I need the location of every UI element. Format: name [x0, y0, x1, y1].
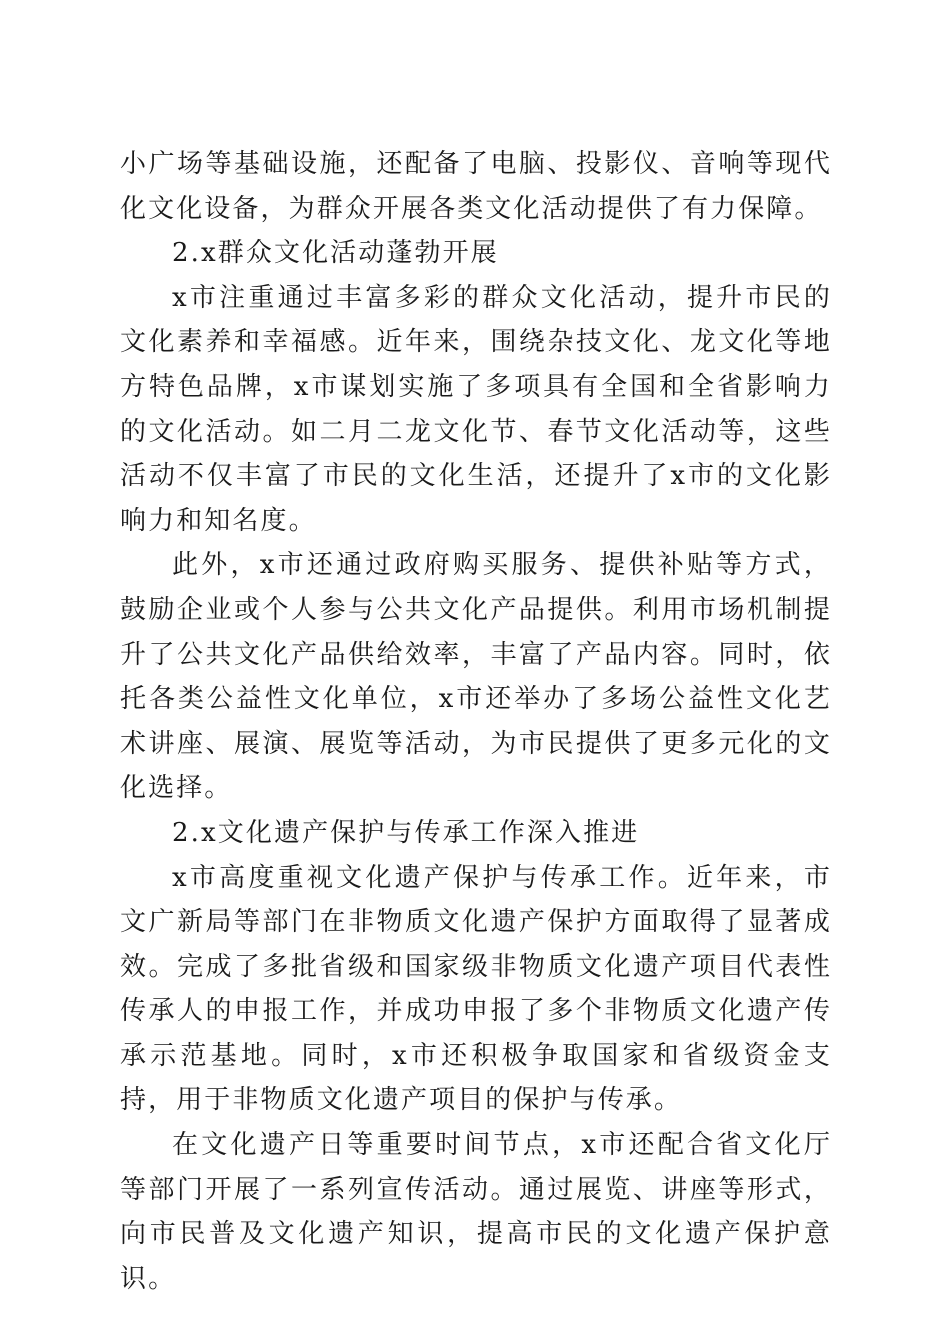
- document-body: [120, 142, 832, 1301]
- paragraph-heritage-1: x市高度重视文化遗产保护与传承工作。近年来，市文广新局等部门在非物质文化遗产保护方面取得了显著成效。完成了多批省级和国家级非物质文化遗产项目代表性传承人的申报工作，并成功申报了多个非物质文化遗产传承示范基地。同时，x市还积极争取国家和省级资金支持，用于非物质文化遗产项目的保护与传承。: [120, 862, 832, 1116]
- paragraph-continued: 小广场等基础设施，还配备了电脑、投影仪、音响等现代化文化设备，为群众开展各类文化活动提供了有力保障。: [120, 149, 832, 224]
- section-heading-heritage: 2.x文化遗产保护与传承工作深入推进: [172, 817, 640, 848]
- section-heading-activities: 2.x群众文化活动蓬勃开展: [172, 238, 499, 269]
- paragraph-heritage-2: 在文化遗产日等重要时间节点，x市还配合省文化厅等部门开展了一系列宣传活动。通过展览、讲座等形式，向市民普及文化遗产知识，提高市民的文化遗产保护意识。: [120, 1130, 832, 1294]
- paragraph-activities-1: x市注重通过丰富多彩的群众文化活动，提升市民的文化素养和幸福感。近年来，围绕杂技文化、龙文化等地方特色品牌，x市谋划实施了多项具有全国和全省影响力的文化活动。如二月二龙文化节、春节文化活动等，这些活动不仅丰富了市民的文化生活，还提升了x市的文化影响力和知名度。: [120, 282, 832, 536]
- paragraph-activities-2: 此外，x市还通过政府购买服务、提供补贴等方式，鼓励企业或个人参与公共文化产品提供。利用市场机制提升了公共文化产品供给效率，丰富了产品内容。同时，依托各类公益性文化单位，x市还举办了多场公益性文化艺术讲座、展演、展览等活动，为市民提供了更多元化的文化选择。: [120, 550, 832, 804]
